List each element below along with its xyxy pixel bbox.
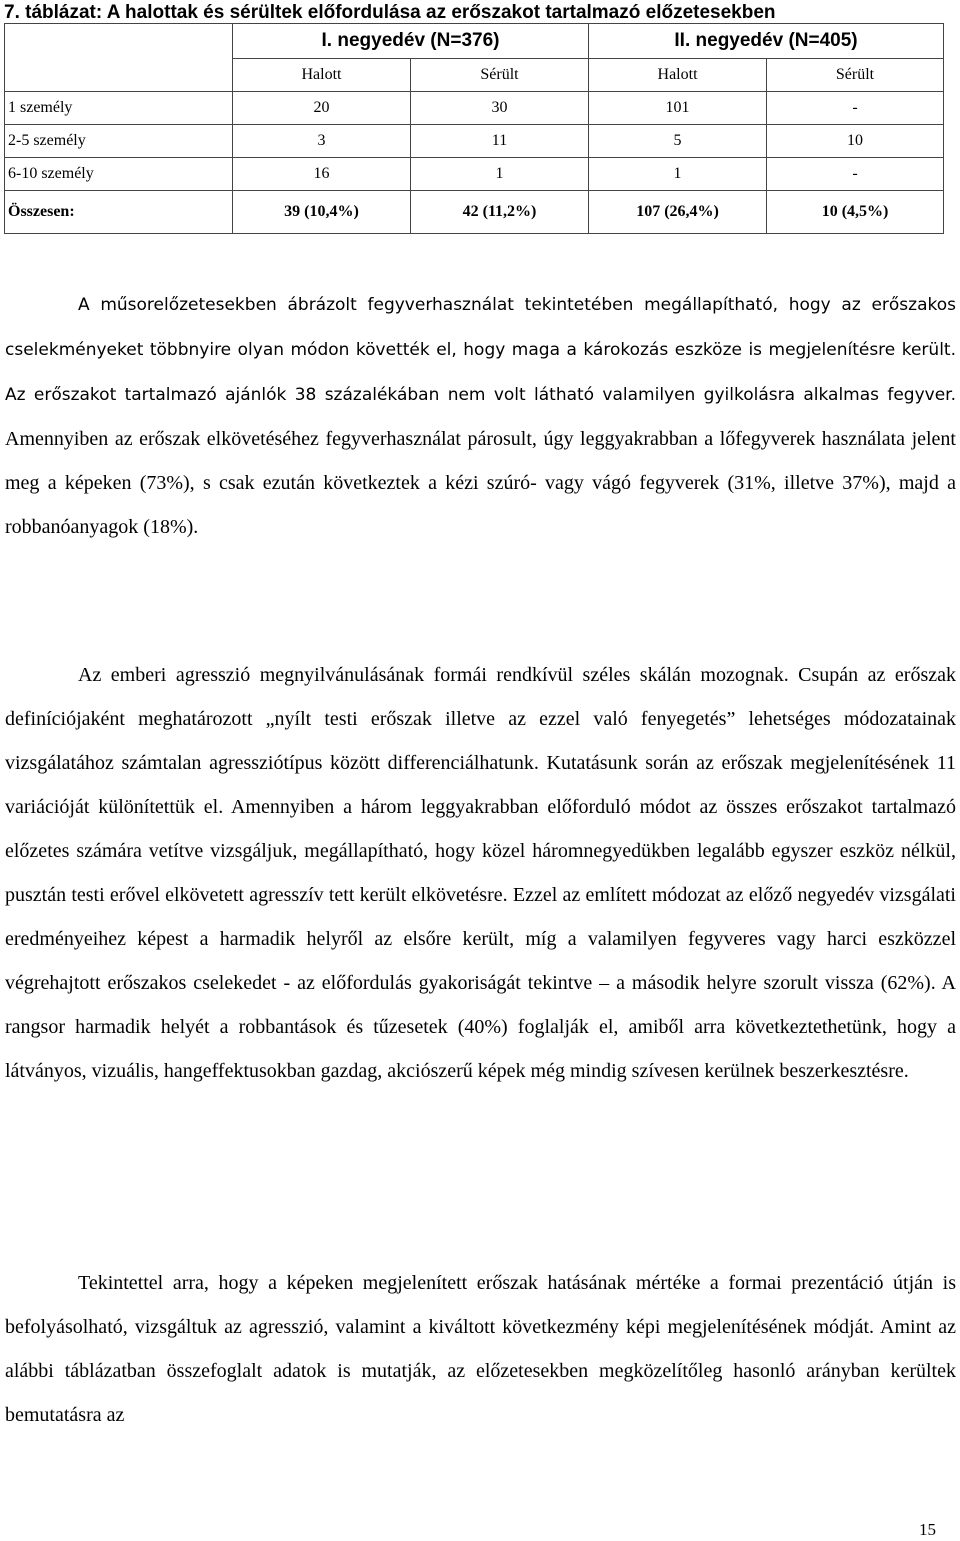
table-cell: 39 (10,4%) xyxy=(233,191,411,234)
table-cell: 10 xyxy=(767,125,944,158)
paragraph-text: Az emberi agresszió megnyilvánulásának formái rendkívül széles skálán mozognak. Csupán az erőszak definíciójaként meghatározott „nyílt testi erőszak illetve az ezzel való fenyegetés” lehetséges módozatainak vizsgálatához számtalan agressziótípus között differenciálhatunk. Kutatásunk során az erőszak megjelenítésének 11 variációját különítettük el. Amennyiben a három leggyakrabban előforduló módot az összes erőszakot tartalmazó előzetes számára vetítve vizsgáljuk, megállapítható, hogy közel háromnegyedükben legalább egyszer eszköz nélkül, pusztán testi erővel elkövetett agresszív tett került elkövetésre. Ezzel az említett módozat az előző negyedév vizsgálati eredményeihez képest a harmadik helyről az elsőre került, míg a valamilyen fegyveres vagy harci eszközzel végrehajtott erőszakos cselekedet - az előfordulás gyakoriságát tekintve – a második helyre szorult vissza (62%). A rangsor harmadik helyét a robbantások és tűzesetek (40%) foglalják el, amiből arra következtethetünk, hogy a látványos, vizuális, hangeffektusokban gazdag, akciószerű képek még mindig szívesen kerülnek beszerkesztésre. xyxy=(5,664,956,1082)
table-subheader: Sérült xyxy=(767,59,944,92)
body-paragraph xyxy=(5,1261,956,1437)
table-corner-cell xyxy=(5,24,233,59)
table-cell: 20 xyxy=(233,92,411,125)
table-cell: 5 xyxy=(589,125,767,158)
table-cell: 10 (4,5%) xyxy=(767,191,944,234)
table-corner-cell xyxy=(5,59,233,92)
table-cell: - xyxy=(767,158,944,191)
page-number: 15 xyxy=(919,1520,936,1539)
table-subheader: Halott xyxy=(233,59,411,92)
table-cell: 3 xyxy=(233,125,411,158)
paragraph-text: Amennyiben az erőszak elkövetéséhez fegyverhasználat párosult, úgy leggyakrabban a lőfegyverek használata jelent meg a képeken (73%), s csak ezután következtek a kézi szúró- vagy vágó fegyverek (31%, illetve 37%), majd a robbanóanyagok (18%). xyxy=(5,428,956,538)
table-group-header-row xyxy=(5,24,944,59)
table-cell: 1 xyxy=(589,158,767,191)
table-cell: 11 xyxy=(411,125,589,158)
table-group-header: I. negyedév (N=376) xyxy=(233,24,589,59)
table-row xyxy=(5,158,944,191)
table-cell: 101 xyxy=(589,92,767,125)
table-row-label: 1 személy xyxy=(5,92,233,125)
results-table xyxy=(4,23,944,234)
table-row xyxy=(5,92,944,125)
table-cell: 16 xyxy=(233,158,411,191)
table-caption: 7. táblázat: A halottak és sérültek előfordulása az erőszakot tartalmazó előzetesekben xyxy=(4,2,776,23)
table-subheader-row xyxy=(5,59,944,92)
table-subheader: Halott xyxy=(589,59,767,92)
table-cell: 30 xyxy=(411,92,589,125)
paragraph-text: A műsorelőzetesekben ábrázolt fegyverhasználat tekintetében megállapítható, hogy az erőszakos cselekményeket többnyire olyan módon követték el, hogy maga a károkozás eszköze is megjelenítésre került. Az erőszakot tartalmazó ajánlók 38 százalékában nem volt látható valamilyen gyilkolásra alkalmas fegyver. xyxy=(5,295,956,405)
table-subheader: Sérült xyxy=(411,59,589,92)
paragraph-text: Tekintettel arra, hogy a képeken megjelenített erőszak hatásának mértéke a formai prezentáció útján is befolyásolható, vizsgáltuk az agresszió, valamint a kiváltott következmény képi megjelenítésének módját. Amint az alábbi táblázatban összefoglalt adatok is mutatják, az előzetesekben megközelítőleg hasonló arányban kerültek bemutatásra az xyxy=(5,1272,956,1426)
table-row-label: Összesen: xyxy=(5,191,233,234)
table-cell: 1 xyxy=(411,158,589,191)
table-row-label: 6-10 személy xyxy=(5,158,233,191)
body-paragraph xyxy=(5,282,956,549)
table-row-label: 2-5 személy xyxy=(5,125,233,158)
table-row xyxy=(5,125,944,158)
table-cell: 107 (26,4%) xyxy=(589,191,767,234)
table-total-row xyxy=(5,191,944,234)
table-group-header: II. negyedév (N=405) xyxy=(589,24,944,59)
table-cell: 42 (11,2%) xyxy=(411,191,589,234)
body-paragraph xyxy=(5,653,956,1093)
table-cell: - xyxy=(767,92,944,125)
